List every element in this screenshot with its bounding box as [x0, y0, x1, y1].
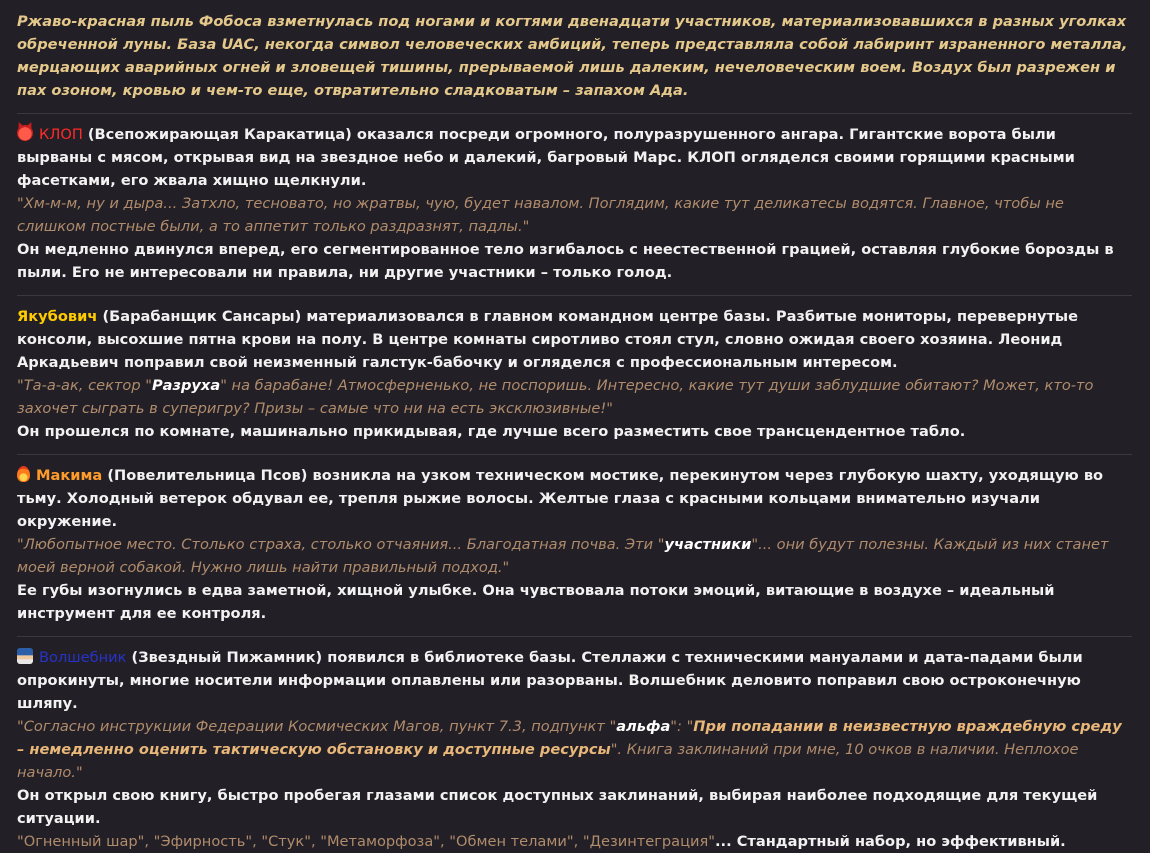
story-block-klop: [17, 113, 1132, 284]
block-title-line: [17, 464, 1132, 533]
block-after-text: Он медленно двинулся вперед, его сегментированное тело изгибалось с неестественной грацией, оставляя глубокие борозды в пыли. Его не интересовали ни правила, ни другие участники – только голод.: [17, 241, 1114, 281]
block-narration: (Повелительница Псов) возникла на узком техническом мостике, перекинутом через глубокую шахту, уходящую во тьму. Холодный ветерок обдувал ее, трепля рыжие волосы. Желтые глаза с красными кольцами внимательно изучали окружение.: [17, 467, 1104, 530]
intro-paragraph: Ржаво-красная пыль Фобоса взметнулась под ногами и когтями двенадцати участников, материализовавшихся в разных уголках обреченной луны. База UAC, некогда символ человеческих амбиций, теперь представляла собой лабиринт израненного металла, мерцающих аварийных огней и зловещей тишины, прерываемой лишь далеким, нечеловеческим воем. Воздух был разрежен и пах озоном, кровью и чем-то еще, отвратительно сладковатым – запахом Ада.: [17, 13, 1128, 99]
spell-list-line: [17, 830, 1132, 853]
fire-icon: [17, 466, 30, 482]
quote-highlight: Разруха: [151, 377, 221, 394]
devil-icon: [17, 125, 33, 141]
story-block-yakubovich: [17, 295, 1132, 443]
character-quote: [17, 374, 1132, 420]
character-name-makima: Макима: [36, 467, 103, 484]
spell-list: "Огненный шар", "Эфирность", "Стук", "Метаморфоза", "Обмен телами", "Дезинтеграция": [17, 833, 715, 850]
wizard-icon: [17, 648, 33, 664]
spell-list-tail: ... Стандартный набор, но эффективный.: [715, 833, 1066, 850]
character-name-wizard: Волшебник: [39, 649, 127, 666]
quote-part: "... они будут полезны. Каждый из них станет моей верной собакой. Нужно лишь найти правильный подход.": [17, 536, 1109, 576]
block-title-line: [17, 305, 1132, 374]
block-after-text: Он открыл свою книгу, быстро пробегая глазами список доступных заклинаний, выбирая наиболее подходящие для текущей ситуации.: [17, 787, 1098, 827]
quote-part: " на барабане! Атмосферненько, не поспоришь. Интересно, какие тут души заблудшие обитают? Может, кто-то захочет сыграть в суперигру? Призы – самые что ни на есть эксклюзивные!": [17, 377, 1094, 417]
block-after-text: Ее губы изогнулись в едва заметной, хищной улыбке. Она чувствовала потоки эмоций, витающие в воздухе – идеальный инструмент для ее контроля.: [17, 582, 1055, 622]
character-name-klop: КЛОП: [39, 126, 83, 143]
quote-part: "Любопытное место. Столько страха, столько отчаяния... Благодатная почва. Эти ": [17, 536, 665, 553]
story-block-makima: [17, 454, 1132, 625]
character-quote: [17, 715, 1132, 784]
quote-highlight: участники: [664, 536, 752, 553]
block-narration: (Звездный Пижамник) появился в библиотеке базы. Стеллажи с техническими мануалами и дата-падами были опрокинуты, многие носители информации оплавлены или разорваны. Волшебник деловито поправил свою остроконечную шляпу.: [17, 649, 1083, 712]
block-narration: (Барабанщик Сансары) материализовался в главном командном центре базы. Разбитые мониторы, перевернутые консоли, высохшие пятна крови на полу. В центре комнаты сиротливо стоял стул, словно ожидая своего хозяина. Леонид Аркадьевич поправил свой неизменный галстук-бабочку и огляделся с профессиональным интересом.: [17, 308, 1079, 371]
block-after-text: Он прошелся по комнате, машинально прикидывая, где лучше всего разместить свое трансцендентное табло.: [17, 423, 966, 440]
story-block-wizard: [17, 636, 1132, 853]
character-name-yakubovich: Якубович: [17, 308, 98, 325]
character-quote: [17, 533, 1132, 579]
block-narration: (Всепожирающая Каракатица) оказался посреди огромного, полуразрушенного ангара. Гигантские ворота были вырваны с мясом, открывая вид на звездное небо и далекий, багровый Марс. КЛОП огляделся своими горящими красными фасетками, его жвала хищно щелкнули.: [17, 126, 1075, 189]
block-title-line: [17, 123, 1132, 192]
quote-part: "Согласно инструкции Федерации Космических Магов, пункт 7.3, подпункт ": [17, 718, 617, 735]
quote-highlight: альфа: [616, 718, 671, 735]
quote-strong: При попадании в неизвестную враждебную среду – немедленно оценить тактическую обстановку и доступные ресурсы: [17, 718, 1122, 758]
quote-part: "Та-а-ак, сектор ": [17, 377, 152, 394]
character-quote: "Хм-м-м, ну и дыра... Затхло, тесновато, но жратвы, чую, будет навалом. Поглядим, какие тут деликатесы водятся. Главное, чтобы не слишком постные были, а то аппетит только раздразнят, падлы.": [17, 195, 1064, 235]
quote-part: ". Книга заклинаний при мне, 10 очков в наличии. Неплохое начало.": [17, 741, 1079, 781]
quote-part: ": ": [670, 718, 694, 735]
block-title-line: [17, 646, 1132, 715]
